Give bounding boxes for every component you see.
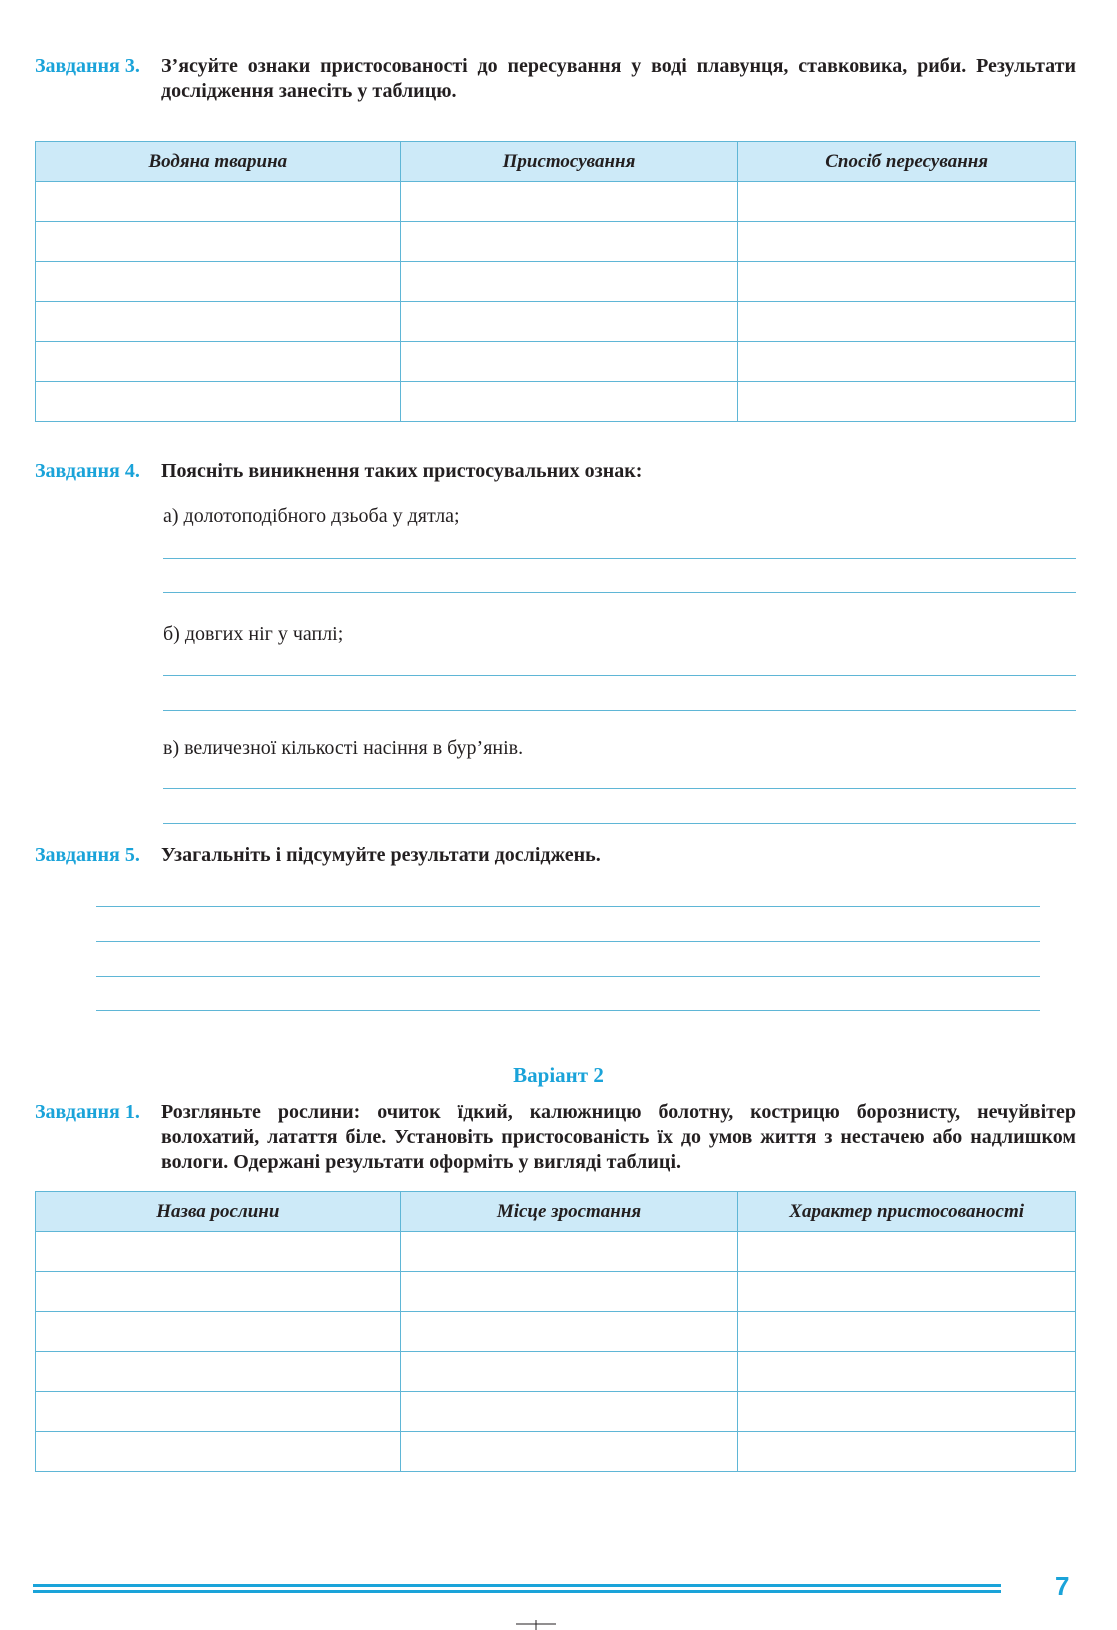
task-1 (35, 1100, 1076, 1175)
header-growth-place: Місце зростання (400, 1192, 738, 1232)
table-cell[interactable] (400, 1312, 738, 1352)
task-5-label: Завдання 5. (35, 844, 140, 866)
table-cell[interactable] (36, 1312, 401, 1352)
task-4-item-a: а) долотоподібного дзьоба у дятла; (163, 505, 460, 527)
answer-line[interactable] (163, 558, 1076, 559)
task-1-label: Завдання 1. (35, 1101, 140, 1123)
table-cell[interactable] (400, 222, 738, 262)
variant-title: Варіант 2 (513, 1063, 604, 1087)
header-plant-name: Назва рослини (36, 1192, 401, 1232)
table-row (36, 182, 1076, 222)
table-cell[interactable] (738, 382, 1076, 422)
table-row (36, 342, 1076, 382)
table-row (36, 222, 1076, 262)
table-row (36, 1232, 1076, 1272)
table-header-row (36, 1192, 1076, 1232)
footer-rule-line (33, 1590, 1001, 1593)
table-cell[interactable] (400, 1392, 738, 1432)
table-cell[interactable] (738, 1232, 1076, 1272)
table-cell[interactable] (400, 1352, 738, 1392)
table-cell[interactable] (738, 1352, 1076, 1392)
table-row (36, 382, 1076, 422)
header-movement-method: Спосіб пересування (738, 142, 1076, 182)
task-3 (35, 54, 1076, 104)
table-cell[interactable] (36, 222, 401, 262)
task-4-label: Завдання 4. (35, 460, 140, 482)
page-number: 7 (1055, 1571, 1070, 1601)
table-cell[interactable] (36, 262, 401, 302)
header-adaptation: Пристосування (400, 142, 738, 182)
table-cell[interactable] (738, 182, 1076, 222)
task-3-label: Завдання 3. (35, 55, 140, 77)
answer-line[interactable] (163, 788, 1076, 789)
table-row (36, 1312, 1076, 1352)
footer-rule-line (33, 1584, 1001, 1587)
answer-line[interactable] (96, 941, 1040, 942)
answer-line[interactable] (163, 592, 1076, 593)
table-cell[interactable] (400, 302, 738, 342)
table-cell[interactable] (400, 382, 738, 422)
table-row (36, 1392, 1076, 1432)
task-3-text: З’ясуйте ознаки пристосованості до пересування у воді плавунця, ставковика, риби. Результати дослідження занесіть у таблицю. (161, 55, 1076, 102)
table-cell[interactable] (36, 1232, 401, 1272)
table-cell[interactable] (36, 1392, 401, 1432)
task-4-text: Поясніть виникнення таких пристосувальних ознак: (161, 460, 643, 482)
table-cell[interactable] (738, 302, 1076, 342)
table-cell[interactable] (400, 262, 738, 302)
table-cell[interactable] (738, 1272, 1076, 1312)
table-row (36, 1432, 1076, 1472)
table-cell[interactable] (36, 1272, 401, 1312)
table-row (36, 262, 1076, 302)
table-cell[interactable] (738, 1432, 1076, 1472)
table-cell[interactable] (36, 1432, 401, 1472)
table-cell[interactable] (400, 342, 738, 382)
answer-line[interactable] (96, 1010, 1040, 1011)
table-cell[interactable] (738, 262, 1076, 302)
table-cell[interactable] (36, 182, 401, 222)
table-cell[interactable] (738, 222, 1076, 262)
table-cell[interactable] (738, 342, 1076, 382)
table-cell[interactable] (36, 342, 401, 382)
table-cell[interactable] (738, 1392, 1076, 1432)
table-cell[interactable] (400, 182, 738, 222)
table-aquatic-animals (35, 141, 1076, 422)
task-4-item-b: б) довгих ніг у чаплі; (163, 623, 344, 645)
table-cell[interactable] (400, 1272, 738, 1312)
table-row (36, 1352, 1076, 1392)
table-cell[interactable] (738, 1312, 1076, 1352)
table-cell[interactable] (400, 1432, 738, 1472)
answer-line[interactable] (163, 675, 1076, 676)
task-1-text: Розгляньте рослини: очиток їдкий, калюжницю болотну, кострицю борознисту, нечуйвітер волохатий, латаття біле. Установіть пристосованість їх до умов життя з нестачею або надлишком вологи. Одержані результати оформіть у вигляді таблиці. (161, 1101, 1076, 1173)
answer-line[interactable] (96, 976, 1040, 977)
header-adaptation-character: Характер пристосованості (738, 1192, 1076, 1232)
task-5 (35, 843, 1076, 868)
answer-line[interactable] (163, 710, 1076, 711)
table-row (36, 1272, 1076, 1312)
table-row (36, 302, 1076, 342)
task-4 (35, 459, 1076, 484)
table-cell[interactable] (36, 1352, 401, 1392)
header-aquatic-animal: Водяна тварина (36, 142, 401, 182)
table-cell[interactable] (400, 1232, 738, 1272)
table-cell[interactable] (36, 382, 401, 422)
footer-rule (33, 1584, 1001, 1596)
table-plants (35, 1191, 1076, 1472)
answer-line[interactable] (163, 823, 1076, 824)
crop-mark-icon (516, 1620, 556, 1630)
task-5-text: Узагальніть і підсумуйте результати досліджень. (161, 844, 601, 866)
table-header-row (36, 142, 1076, 182)
table-cell[interactable] (36, 302, 401, 342)
task-4-item-c: в) величезної кількості насіння в бур’янів. (163, 737, 524, 759)
answer-line[interactable] (96, 906, 1040, 907)
